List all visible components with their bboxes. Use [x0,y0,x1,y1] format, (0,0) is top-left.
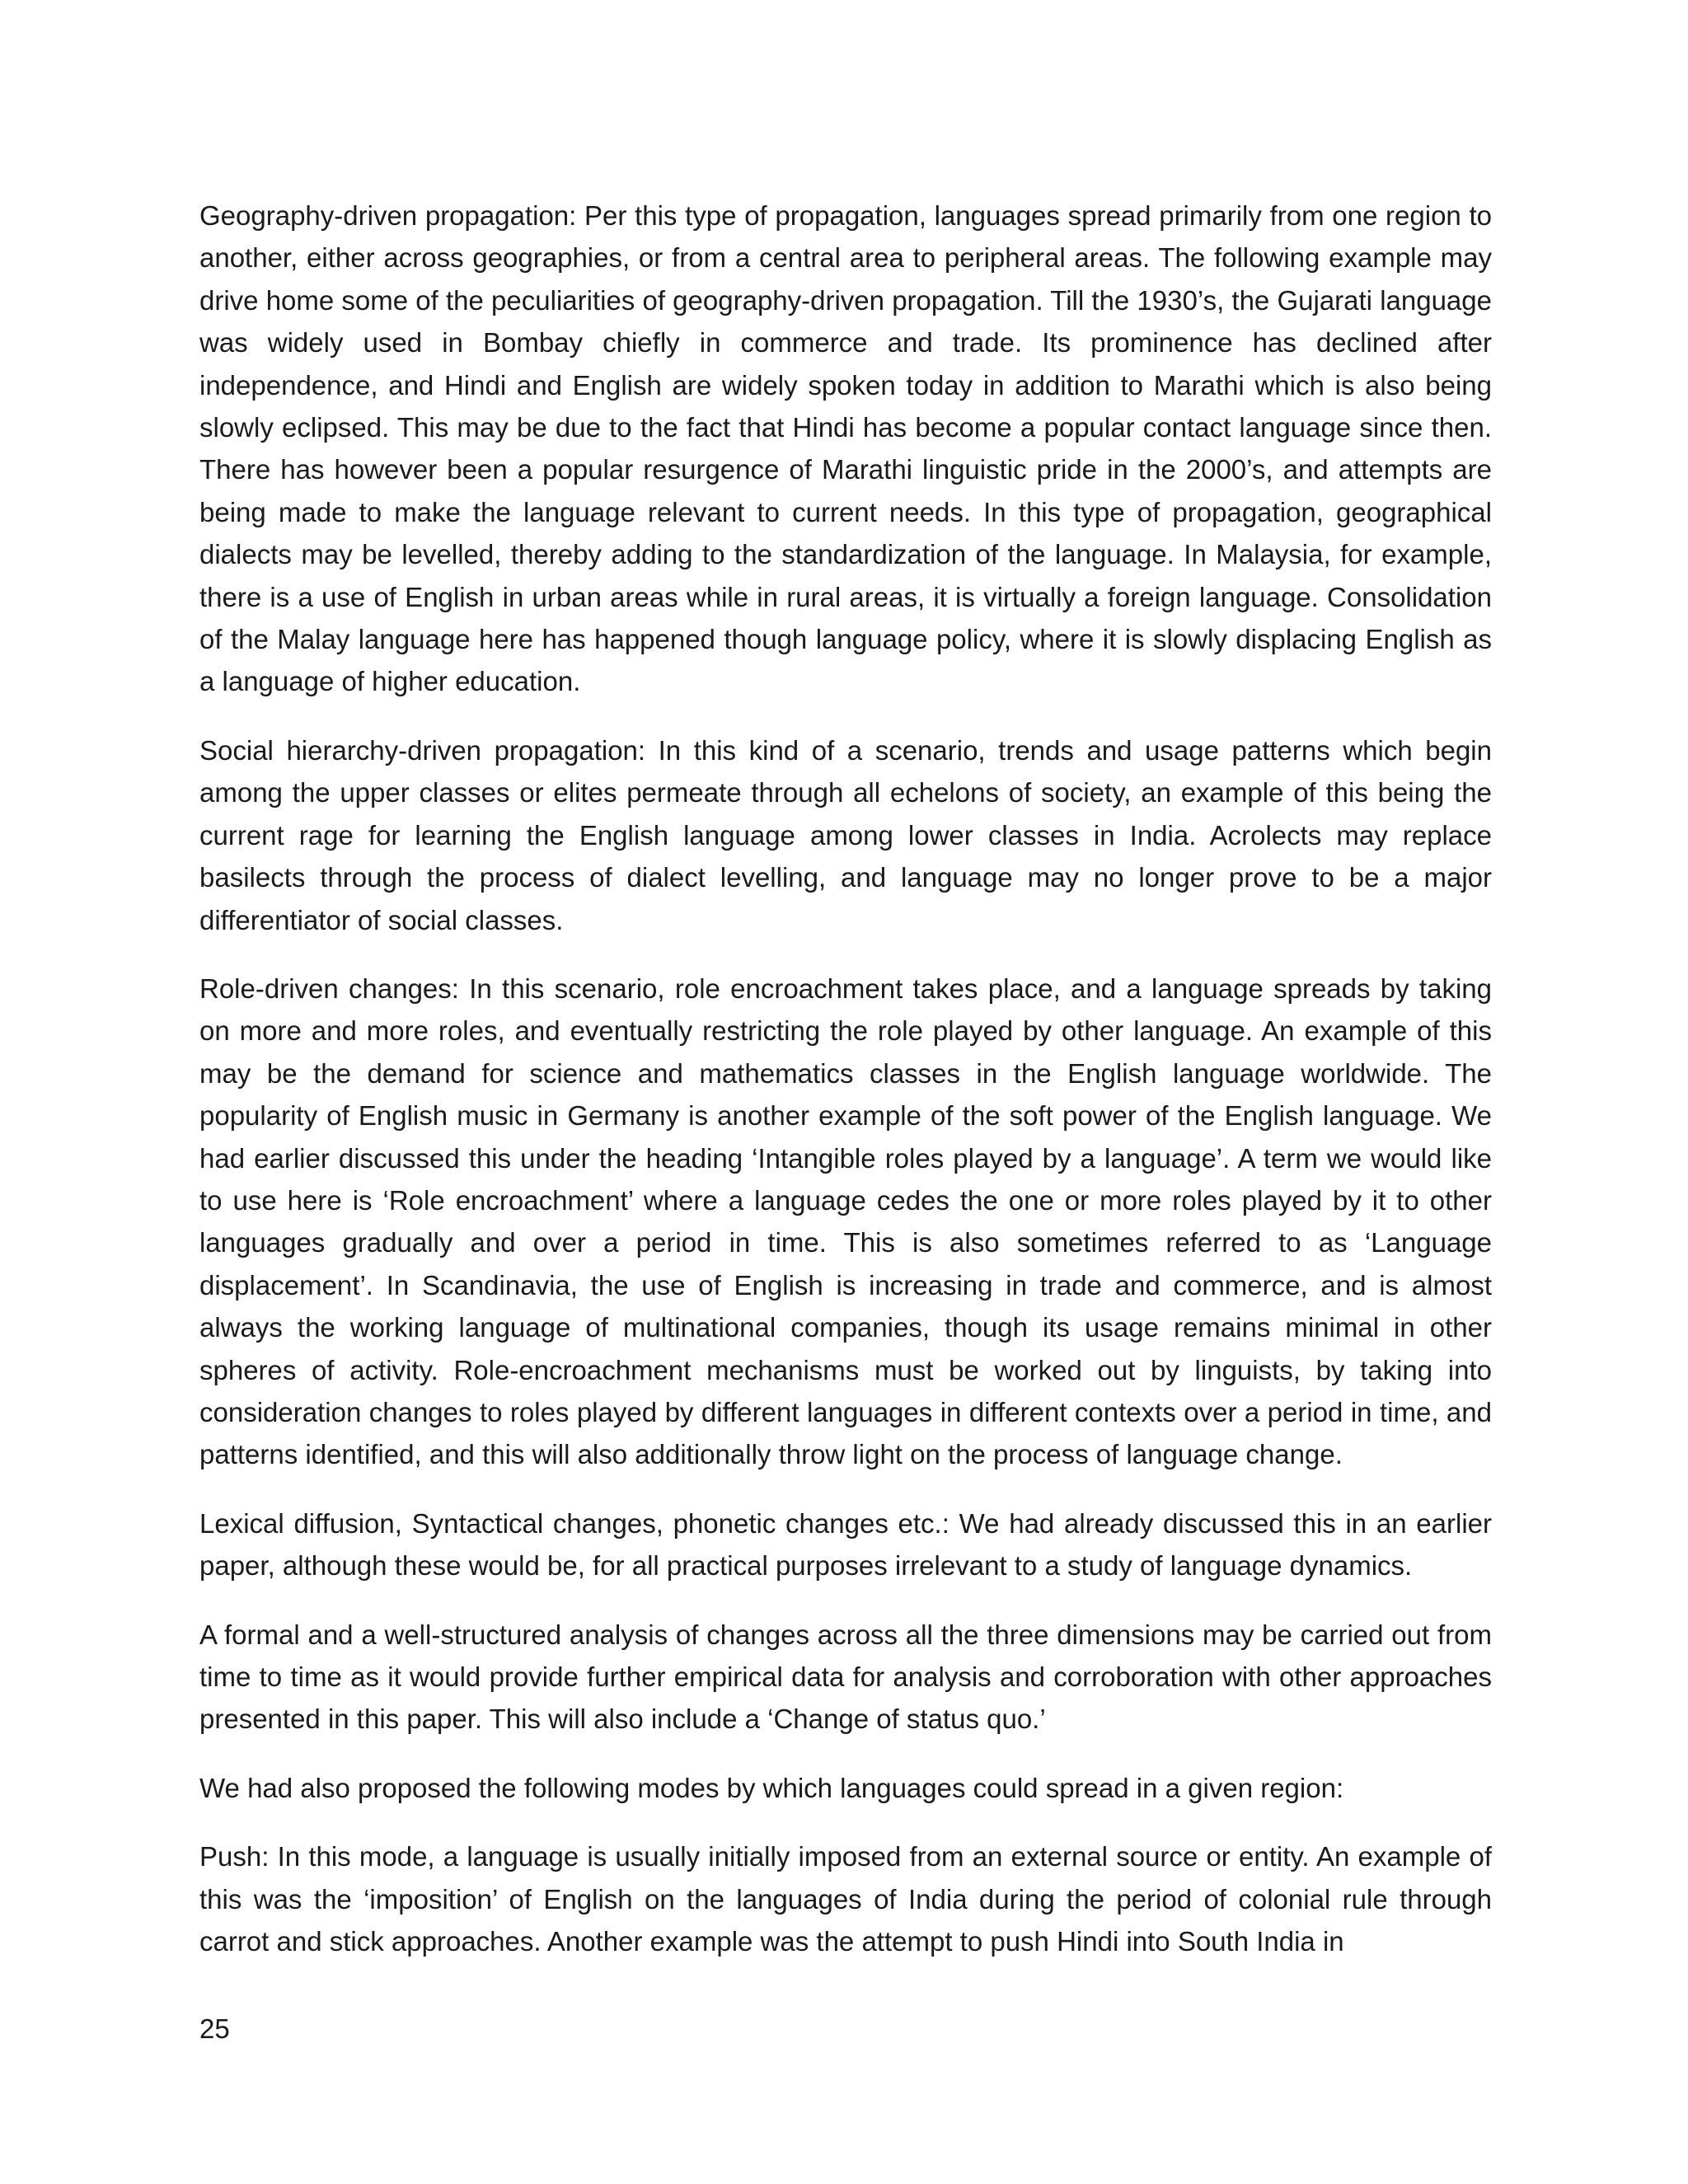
paragraph-role-driven-changes: Role-driven changes: In this scenario, role encroachment takes place, and a language spreads by taking on more and more roles, and eventually restricting the role played by other language. An example of this may be the demand for science and mathematics classes in the English language worldwide. The popularity of English music in Germany is another example of the soft power of the English language. We had earlier discussed this under the heading ‘Intangible roles played by a language’. A term we would like to use here is ‘Role encroachment’ where a language cedes the one or more roles played by it to other languages gradually and over a period in time. This is also sometimes referred to as ‘Language displacement’. In Scandinavia, the use of English is increasing in trade and commerce, and is almost always the working language of multinational companies, though its usage remains minimal in other spheres of activity. Role-encroachment mechanisms must be worked out by linguists, by taking into consideration changes to roles played by different languages in different contexts over a period in time, and patterns identified, and this will also additionally throw light on the process of language change. [199,972,1492,1470]
paragraph-social-hierarchy-driven-propagation: Social hierarchy-driven propagation: In this kind of a scenario, trends and usage patterns which begin among the upper classes or elites permeate through all echelons of society, an example of this being the current rage for learning the English language among lower classes in India. Acrolects may replace basilects through the process of dialect levelling, and language may no longer prove to be a major differentiator of social classes. [199,734,1492,935]
paragraph-formal-analysis: A formal and a well-structured analysis of changes across all the three dimensions may be carried out from time to time as it would provide further empirical data for analysis and corroboration with other approaches presented in this paper. This will also include a ‘Change of status quo.’ [199,1619,1492,1735]
paragraph-lexical-diffusion: Lexical diffusion, Syntactical changes, phonetic changes etc.: We had already discussed this in an earlier paper, although these would be, for all practical purposes irrelevant to a study of language dynamics. [199,1507,1492,1582]
body-text [199,194,1492,1989]
page-number: 25 [199,2013,230,2044]
paragraph-push-mode: Push: In this mode, a language is usually initially imposed from an external source or entity. An example of this was the ‘imposition’ of English on the languages of India during the period of colonial rule through carrot and stick approaches. Another example was the attempt to push Hindi into South India in [199,1841,1492,1957]
paragraph-geography-driven-propagation: Geography-driven propagation: Per this type of propagation, languages spread primarily from one region to another, either across geographies, or from a central area to peripheral areas. The following example may drive home some of the peculiarities of geography-driven propagation. Till the 1930’s, the Gujarati language was widely used in Bombay chiefly in commerce and trade. Its prominence has declined after independence, and Hindi and English are widely spoken today in addition to Marathi which is also being slowly eclipsed. This may be due to the fact that Hindi has become a popular contact language since then. There has however been a popular resurgence of Marathi linguistic pride in the 2000’s, and attempts are being made to make the language relevant to current needs. In this type of propagation, geographical dialects may be levelled, thereby adding to the standardization of the language. In Malaysia, for example, there is a use of English in urban areas while in rural areas, it is virtually a foreign language. Consolidation of the Malay language here has happened though language policy, where it is slowly displacing English as a language of higher education. [199,200,1492,697]
paragraph-spread-modes-intro: We had also proposed the following modes by which languages could spread in a given region: [199,1772,1344,1803]
